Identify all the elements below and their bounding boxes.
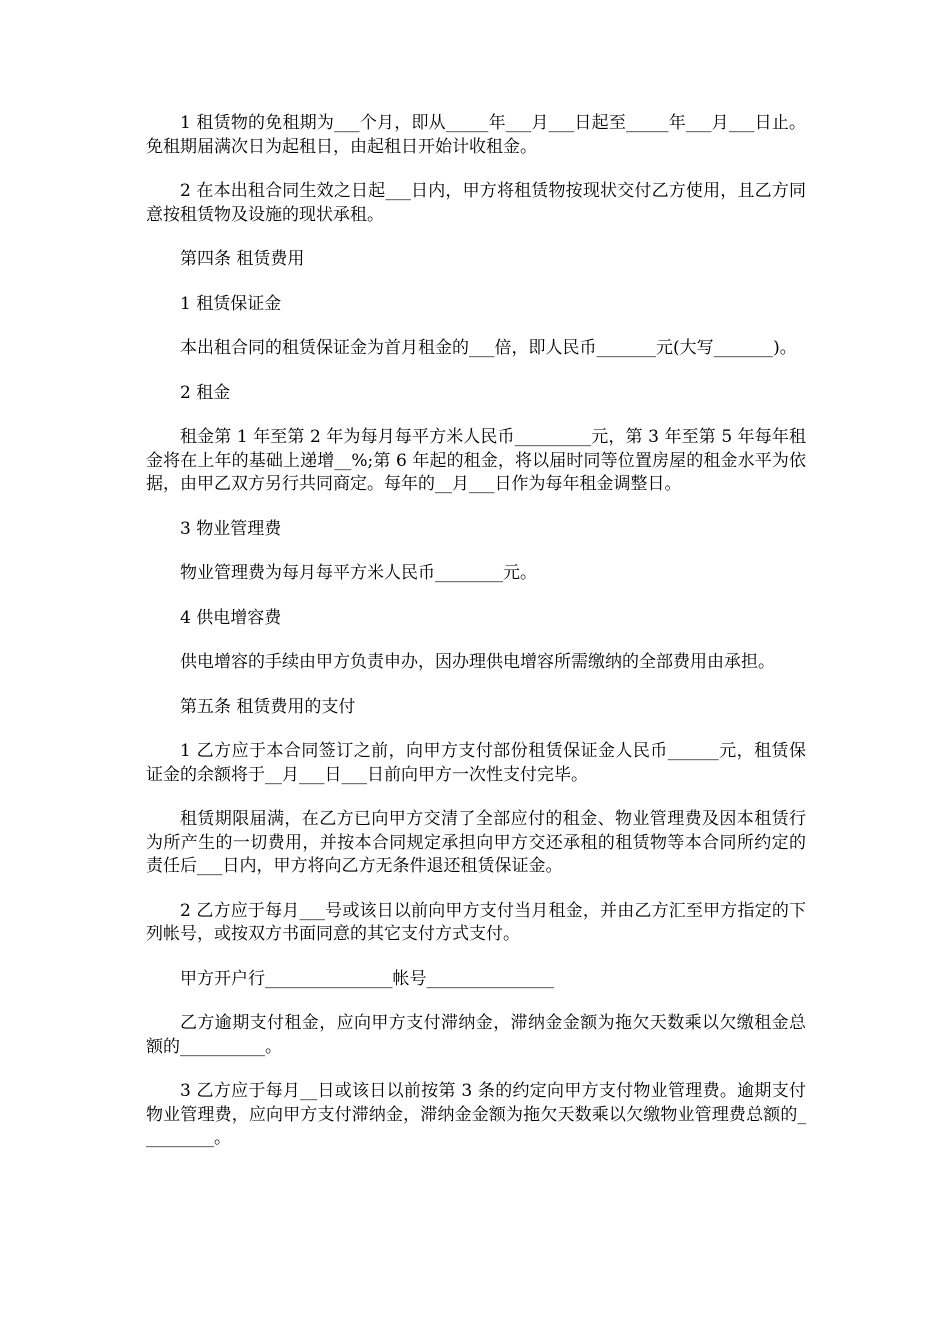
paragraph-rent-free-period: 1 租赁物的免租期为___个月，即从_____年___月___日起至_____年___月___日止。免租期届满次日为起租日，由起租日开始计收租金。 <box>146 113 806 157</box>
paragraph-delivery: 2 在本出租合同生效之日起___日内，甲方将租赁物按现状交付乙方使用，且乙方同意按租赁物及设施的现状承租。 <box>146 181 806 225</box>
paragraph-rent: 租金第 1 年至第 2 年为每月每平方米人民币_________元，第 3 年至第 5 年每年租金将在上年的基础上递增__%;第 6 年起的租金，将以届时同等位置房屋的租金水平为依据，由甲乙双方另行共同商定。每年的__月___日作为每年租金调整日。 <box>146 427 806 494</box>
paragraph-payment-deposit: 1 乙方应于本合同签订之前，向甲方支付部份租赁保证金人民币______元，租赁保证金的余额将于__月___日___日前向甲方一次性支付完毕。 <box>146 741 806 785</box>
heading-article-5: 第五条 租赁费用的支付 <box>180 696 356 717</box>
subheading-deposit: 1 租赁保证金 <box>180 293 282 314</box>
subheading-property-fee: 3 物业管理费 <box>180 518 282 539</box>
document-body <box>146 112 806 1172</box>
paragraph-bank-account: 甲方开户行_______________帐号_______________ <box>180 968 554 989</box>
paragraph-deposit: 本出租合同的租赁保证金为首月租金的___倍，即人民币_______元(大写_______)。 <box>180 338 797 358</box>
paragraph-late-fee-rent: 乙方逾期支付租金，应向甲方支付滞纳金，滞纳金金额为拖欠天数乘以欠缴租金总额的__________。 <box>146 1013 806 1057</box>
paragraph-monthly-rent: 2 乙方应于每月___号或该日以前向甲方支付当月租金，并由乙方汇至甲方指定的下列帐号，或按双方书面同意的其它支付方式支付。 <box>146 900 806 944</box>
heading-article-4: 第四条 租赁费用 <box>180 249 305 269</box>
paragraph-property-fee-payment: 3 乙方应于每月__日或该日以前按第 3 条的约定向甲方支付物业管理费。逾期支付物业管理费，应向甲方支付滞纳金，滞纳金金额为拖欠天数乘以欠缴物业管理费总额的_________。 <box>146 1081 806 1148</box>
subheading-power-fee: 4 供电增容费 <box>180 607 282 628</box>
paragraph-deposit-refund: 租赁期限届满，在乙方已向甲方交清了全部应付的租金、物业管理费及因本租赁行为所产生的一切费用，并按本合同规定承担向甲方交还承租的租赁物等本合同所约定的责任后___日内，甲方将向乙方无条件退还租赁保证金。 <box>146 809 806 876</box>
paragraph-power-fee: 供电增容的手续由甲方负责申办，因办理供电增容所需缴纳的全部费用由承担。 <box>180 652 775 672</box>
subheading-rent: 2 租金 <box>180 382 231 403</box>
paragraph-property-fee: 物业管理费为每月每平方米人民币________元。 <box>180 563 537 583</box>
